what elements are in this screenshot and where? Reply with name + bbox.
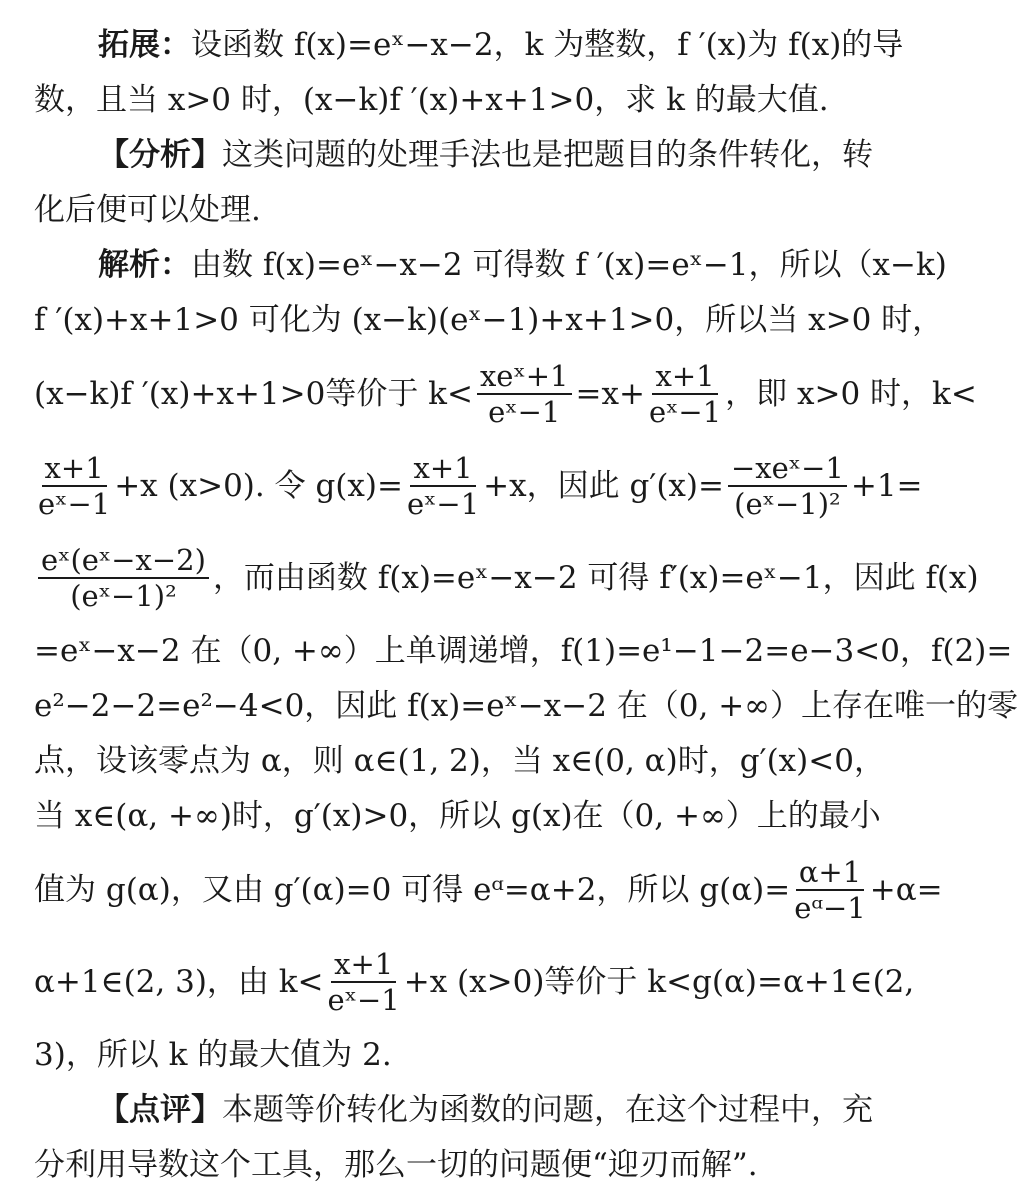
text-line — [34, 348, 998, 440]
line-text: 点，设该零点为 α，则 α∈(1, 2)，当 x∈(0, α)时，g′(x)<0， — [34, 743, 885, 779]
line-text: +x (x>0)等价于 k<g(α)=α+1∈(2, — [403, 964, 915, 1000]
line-text: =x+ — [575, 376, 645, 412]
line-text: (x−k)f ′(x)+x+1>0等价于 k< — [34, 376, 473, 412]
text-line — [34, 128, 998, 183]
text-line — [34, 293, 998, 348]
fraction: $\frac{\text{xeˣ+1}}{\text{eˣ−1}}$ — [477, 361, 572, 428]
line-text: +x，因此 g′(x)= — [483, 468, 724, 504]
text-line — [34, 1083, 998, 1138]
text-line — [34, 789, 998, 844]
line-text: 化后便可以处理. — [34, 192, 261, 228]
line-text: 当 x∈(α, +∞)时，g′(x)>0，所以 g(x)在（0, +∞）上的最小 — [34, 798, 881, 834]
label-comment: 【点评】 — [98, 1092, 222, 1128]
text-line — [34, 238, 998, 293]
text-line — [34, 18, 998, 73]
label-analysis: 【分析】 — [98, 137, 222, 173]
line-text: 本题等价转化为函数的问题，在这个过程中，充 — [222, 1092, 873, 1128]
line-text: 分利用导数这个工具，那么一切的问题便“迎刃而解”. — [34, 1147, 758, 1183]
text-line — [34, 532, 998, 624]
line-text: =eˣ−x−2 在（0, +∞）上单调递增，f(1)=e¹−1−2=e−3<0，f(2)= — [34, 633, 1013, 669]
line-text: 3)，所以 k 的最大值为 2. — [34, 1037, 392, 1073]
text-line — [34, 73, 998, 128]
text-line — [34, 844, 998, 936]
fraction: $\frac{\alpha+1}{\text{eᵅ−1}}$ — [794, 854, 866, 925]
line-text: f ′(x)+x+1>0 可化为 (x−k)(eˣ−1)+x+1>0，所以当 x>0 时， — [34, 302, 944, 338]
line-text: 值为 g(α)，又由 g′(α)=0 可得 eᵅ=α+2，所以 g(α)= — [34, 872, 791, 908]
text-line — [34, 679, 1019, 734]
line-text: α+1∈(2, 3)，由 k< — [34, 964, 324, 1000]
line-text: +x (x>0). 令 g(x)= — [114, 468, 403, 504]
line-text: +1= — [850, 468, 923, 504]
fraction: $\frac{x+1}{\text{eˣ−1}}$ — [648, 358, 722, 429]
fraction: $\frac{x+1}{\text{eˣ−1}}$ — [327, 946, 400, 1017]
text-line — [34, 936, 998, 1028]
text-line — [34, 1028, 998, 1083]
line-text: ，而由函数 f(x)=eˣ−x−2 可得 f′(x)=eˣ−1，因此 f(x) — [212, 560, 979, 596]
line-text: 设函数 f(x)=eˣ−x−2，k 为整数，f ′(x)为 f(x)的导 — [191, 27, 904, 63]
label-extension: 拓展： — [98, 27, 191, 63]
line-text: 这类问题的处理手法也是把题目的条件转化，转 — [222, 137, 873, 173]
text-line — [34, 624, 1013, 679]
text-line — [34, 734, 998, 789]
text-line — [34, 183, 998, 238]
line-text: 由数 f(x)=eˣ−x−2 可得数 f ′(x)=eˣ−1，所以（x−k) — [191, 247, 947, 283]
text-line — [34, 440, 998, 532]
text-line — [34, 1138, 998, 1193]
line-text: e²−2−2=e²−4<0，因此 f(x)=eˣ−x−2 在（0, +∞）上存在唯一的零 — [34, 688, 1019, 724]
fraction: $\frac{x+1}{\text{eˣ−1}}$ — [38, 450, 111, 521]
label-solution: 解析： — [98, 247, 191, 283]
fraction: $\frac{\text{eˣ(eˣ−x−2)}}{\text{(eˣ−1)²}}$ — [38, 545, 209, 612]
line-text: 数，且当 x>0 时，(x−k)f ′(x)+x+1>0，求 k 的最大值. — [34, 82, 829, 118]
line-text: +α= — [869, 872, 943, 908]
fraction: $\frac{\text{−xeˣ−1}}{\text{(eˣ−1)²}}$ — [728, 453, 847, 520]
fraction: $\frac{x+1}{\text{eˣ−1}}$ — [406, 450, 480, 521]
line-text: ，即 x>0 时，k< — [725, 376, 977, 412]
